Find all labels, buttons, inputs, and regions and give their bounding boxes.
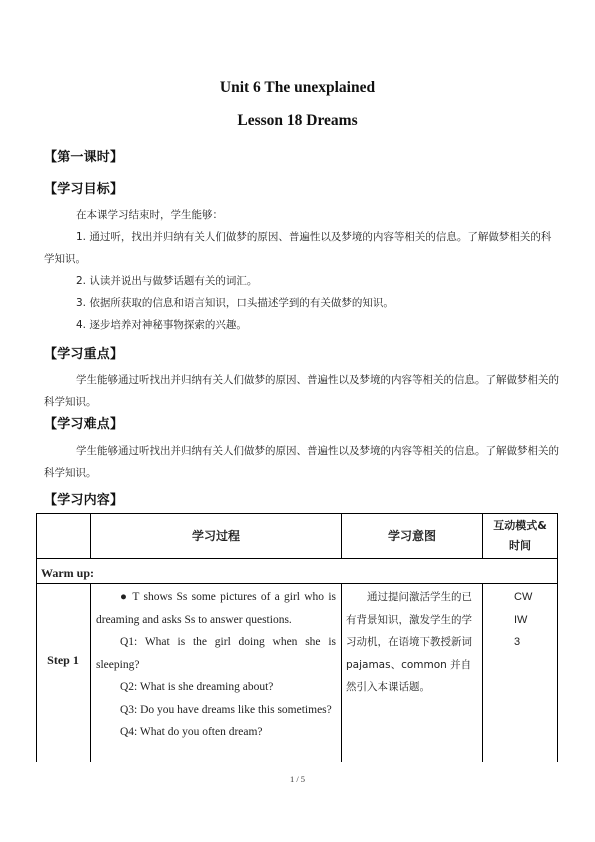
step-1-process — [96, 586, 336, 744]
step-1-label: Step 1 — [47, 653, 79, 667]
goals-heading: 【学习目标】 — [44, 182, 124, 197]
lesson-table — [36, 513, 558, 762]
goal-item-3: 3. 依据所获取的信息和语言知识，口头描述学到的有关做梦的知识。 — [76, 297, 394, 309]
header-mode-line2: 时间 — [509, 539, 531, 552]
table-border-top — [36, 513, 558, 514]
header-mode-line1: 互动模式& — [493, 519, 547, 532]
step-1-intent — [346, 586, 477, 699]
goal-item-4: 4. 逐步培养对神秘事物探索的兴趣。 — [76, 319, 247, 331]
goals-intro: 在本课学习结束时，学生能够： — [76, 209, 223, 221]
key-points-heading: 【学习重点】 — [44, 347, 124, 362]
table-col-divider — [90, 583, 91, 762]
page-number: 1 / 5 — [289, 774, 306, 784]
difficulties-heading: 【学习难点】 — [44, 417, 124, 432]
goal-item-2: 2. 认读并说出与做梦话题有关的词汇。 — [76, 275, 258, 287]
process-line-intro: ● T shows Ss some pictures of a girl who is dreaming and asks Ss to answer questions. — [96, 591, 336, 626]
lesson-title: Lesson 18 Dreams — [237, 112, 358, 129]
intent-text: 通过提问激活学生的已有背景知识，激发学生的学习动机，在语境下教授新词 pajamas、common 并自然引入本课话题。 — [346, 591, 472, 693]
warm-up-label: Warm up: — [41, 566, 95, 580]
process-question-2: Q2: What is she dreaming about? — [120, 681, 274, 693]
table-col-divider — [482, 583, 483, 762]
table-row-divider — [36, 583, 558, 584]
unit-title: Unit 6 The unexplained — [219, 79, 376, 96]
process-question-4: Q4: What do you often dream? — [120, 726, 263, 738]
goal-item-1: 1. 通过听，找出并归纳有关人们做梦的原因、普遍性以及梦境的内容等相关的信息。了解做梦相关的科学知识。 — [44, 231, 552, 265]
process-question-3: Q3: Do you have dreams like this sometimes? — [120, 703, 332, 716]
table-border-right — [557, 513, 558, 762]
header-process: 学习过程 — [191, 529, 240, 543]
table-col-divider — [341, 583, 342, 762]
difficulties-text: 学生能够通过听找出并归纳有关人们做梦的原因、普遍性以及梦境的内容等相关的信息。了解做梦相关的科学知识。 — [44, 445, 559, 479]
table-border-left — [36, 513, 37, 762]
mode-time: 3 — [514, 636, 521, 648]
header-intent: 学习意图 — [387, 529, 436, 543]
content-heading: 【学习内容】 — [44, 493, 124, 508]
mode-iw: IW — [514, 613, 528, 626]
key-points-text: 学生能够通过听找出并归纳有关人们做梦的原因、普遍性以及梦境的内容等相关的信息。了解做梦相关的科学知识。 — [44, 374, 559, 408]
process-question-1: Q1: What is the girl doing when she is sleeping? — [96, 636, 336, 671]
table-row-divider — [36, 558, 558, 559]
mode-cw: CW — [514, 591, 533, 603]
step-1-modes — [514, 586, 554, 654]
lesson-tag-heading: 【第一课时】 — [44, 150, 124, 165]
header-mode — [483, 516, 557, 556]
